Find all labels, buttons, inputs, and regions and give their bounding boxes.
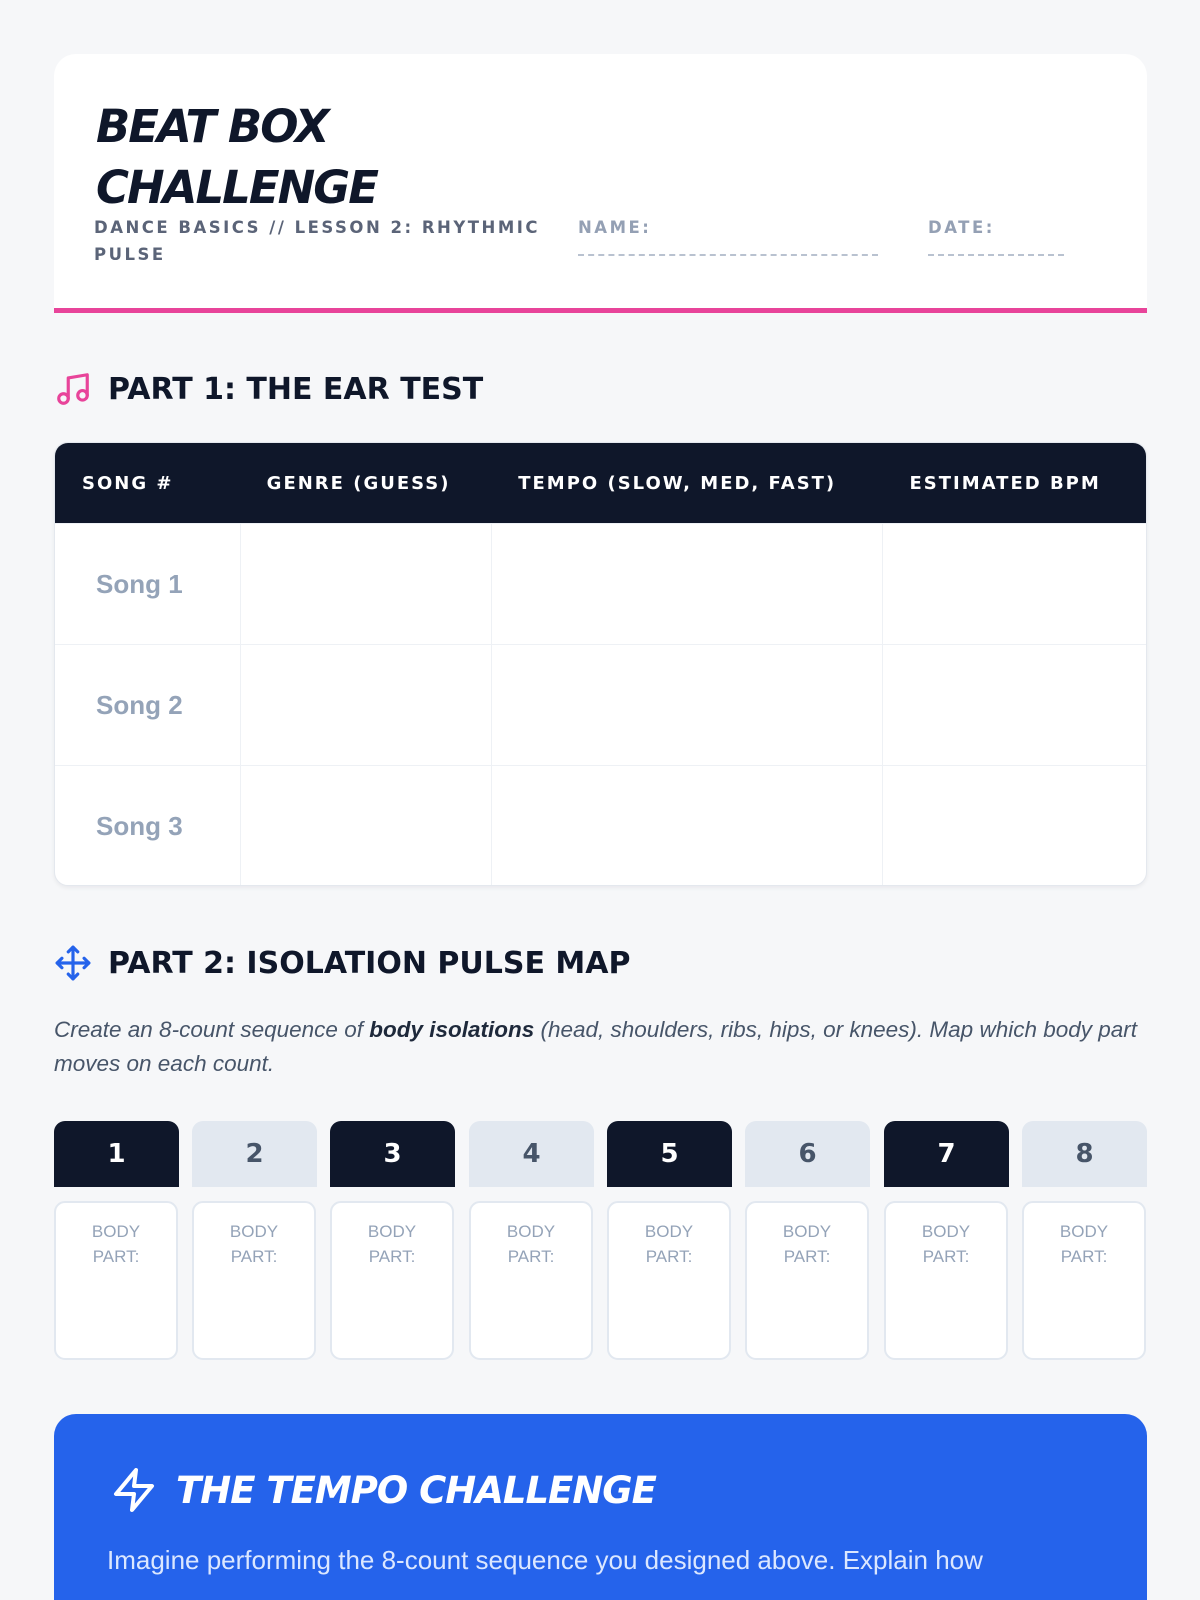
body-part-label: BODY PART:	[229, 1222, 279, 1266]
ear-test-table	[54, 442, 1147, 886]
genre-cell[interactable]	[240, 524, 492, 644]
lesson-subtitle: DANCE BASICS // LESSON 2: RHYTHMIC PULSE	[94, 218, 541, 264]
tempo-cell[interactable]	[491, 766, 882, 886]
lightning-bolt-icon	[110, 1466, 158, 1514]
table-row	[55, 644, 1146, 765]
instructions-text: (head, shoulders, ribs, hips, or knees). Map which body part moves on each count.	[54, 1017, 1138, 1076]
column-header: TEMPO (SLOW, MED, FAST)	[518, 472, 837, 494]
table-row	[55, 765, 1146, 886]
body-part-label: BODY PART:	[367, 1222, 417, 1266]
music-note-icon	[54, 370, 92, 408]
song-cell	[55, 524, 240, 644]
name-label: NAME:	[578, 218, 652, 237]
song-cell	[55, 645, 240, 765]
move-arrows-icon	[54, 944, 92, 982]
instructions-text: Create an 8-count sequence of	[54, 1017, 370, 1042]
body-part-box[interactable]	[469, 1201, 593, 1360]
worksheet-title	[96, 96, 377, 218]
bpm-cell[interactable]	[882, 766, 1146, 886]
count-badge: 7	[884, 1121, 1009, 1187]
count-badge: 3	[330, 1121, 455, 1187]
count-badge: 2	[192, 1121, 317, 1187]
table-row	[55, 523, 1146, 644]
body-part-label: BODY PART:	[506, 1222, 556, 1266]
body-part-box[interactable]	[54, 1201, 178, 1360]
count-badge: 6	[745, 1121, 870, 1187]
challenge-title: THE TEMPO CHALLENGE	[176, 1468, 656, 1512]
tempo-challenge-card	[54, 1414, 1147, 1600]
part2-instructions	[54, 1013, 1154, 1081]
part2-heading	[54, 944, 630, 982]
name-field[interactable]	[578, 254, 878, 256]
part1-title: PART 1: THE EAR TEST	[108, 371, 484, 407]
count-badge: 1	[54, 1121, 179, 1187]
column-header: ESTIMATED BPM	[909, 472, 1101, 494]
column-header: SONG #	[82, 472, 174, 494]
count-badge: 8	[1022, 1121, 1147, 1187]
part1-heading	[54, 370, 483, 408]
instructions-emphasis: body isolations	[369, 1017, 535, 1042]
bpm-cell[interactable]	[882, 524, 1146, 644]
body-part-label: BODY PART:	[91, 1222, 141, 1266]
body-part-label: BODY PART:	[1059, 1222, 1109, 1266]
tempo-cell[interactable]	[491, 524, 882, 644]
part2-title: PART 2: ISOLATION PULSE MAP	[108, 945, 631, 981]
date-label: DATE:	[928, 218, 995, 237]
table-header	[55, 443, 1146, 523]
genre-cell[interactable]	[240, 645, 492, 765]
title-line-2: CHALLENGE	[96, 161, 377, 214]
body-part-box[interactable]	[330, 1201, 454, 1360]
song-label: Song 3	[96, 810, 183, 841]
song-cell	[55, 766, 240, 886]
challenge-heading	[110, 1466, 656, 1514]
count-badge: 4	[469, 1121, 594, 1187]
title-line-1: BEAT BOX	[96, 100, 328, 153]
date-field[interactable]	[928, 254, 1064, 256]
bpm-cell[interactable]	[882, 645, 1146, 765]
body-part-label: BODY PART:	[921, 1222, 971, 1266]
body-part-label: BODY PART:	[644, 1222, 694, 1266]
genre-cell[interactable]	[240, 766, 492, 886]
tempo-cell[interactable]	[491, 645, 882, 765]
column-header: GENRE (GUESS)	[266, 472, 451, 494]
song-label: Song 2	[96, 689, 183, 720]
body-part-box[interactable]	[884, 1201, 1008, 1360]
header-card	[54, 54, 1147, 313]
body-part-box[interactable]	[745, 1201, 869, 1360]
count-badge: 5	[607, 1121, 732, 1187]
body-part-box[interactable]	[1022, 1201, 1146, 1360]
body-part-label: BODY PART:	[782, 1222, 832, 1266]
body-part-box[interactable]	[192, 1201, 316, 1360]
song-label: Song 1	[96, 568, 183, 599]
body-part-box[interactable]	[607, 1201, 731, 1360]
challenge-body: Imagine performing the 8-count sequence you designed above. Explain how	[107, 1545, 983, 1575]
